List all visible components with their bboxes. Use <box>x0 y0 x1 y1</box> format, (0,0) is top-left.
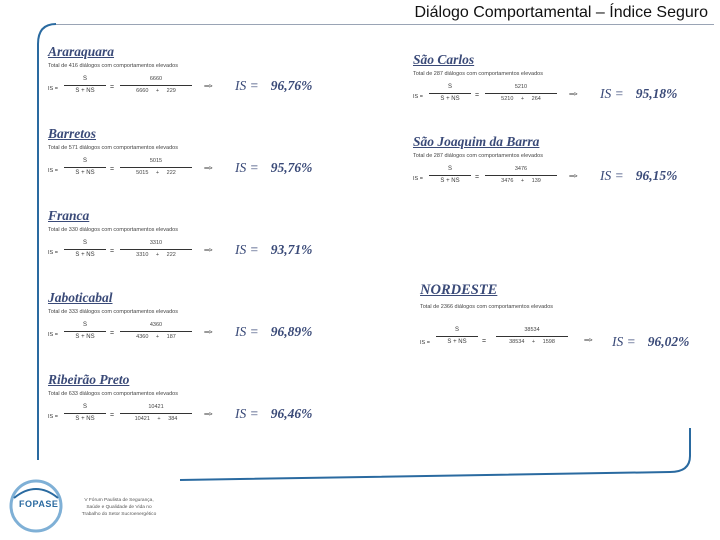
arrow-icon: ==> <box>204 84 212 90</box>
s-value: 4360 <box>149 322 163 328</box>
is-prefix: IS = <box>600 168 624 183</box>
arrow-icon: ==> <box>569 174 577 180</box>
s-value-den: 10421 <box>134 416 150 422</box>
is-prefix: IS = <box>235 324 259 339</box>
city-block-ribeirao-preto <box>48 372 348 434</box>
is-prefix: IS = <box>235 78 259 93</box>
formula-numerator: S <box>447 166 452 172</box>
ns-value: 139 <box>531 178 541 184</box>
is-result <box>600 86 677 102</box>
s-value: 3310 <box>149 240 163 246</box>
is-result <box>235 406 312 422</box>
city-block-araraquara <box>48 44 348 106</box>
ns-value: 229 <box>166 88 176 94</box>
s-value: 5210 <box>514 84 528 90</box>
formula-fraction <box>64 321 106 342</box>
fraction-bar <box>64 167 106 168</box>
is-percentage: 96,02% <box>647 334 690 349</box>
is-prefix: IS = <box>612 334 636 349</box>
formula-numerator: S <box>82 240 87 246</box>
formula-numerator: S <box>82 158 87 164</box>
formula-numerator: S <box>82 404 87 410</box>
formula-numerator: S <box>454 327 459 333</box>
arrow-icon: ==> <box>569 92 577 98</box>
ns-value: 222 <box>166 170 176 176</box>
s-plus-ns-values: 38534 + 1598 <box>509 339 555 345</box>
city-description: Total de 287 diálogos com comportamentos elevados <box>413 153 543 159</box>
formula-numerator: S <box>82 76 87 82</box>
fraction-bar <box>64 413 106 414</box>
is-prefix: IS = <box>600 86 624 101</box>
is-result <box>235 242 312 258</box>
fraction-bar <box>64 85 106 86</box>
arrow-icon: ==> <box>204 412 212 418</box>
formula-fraction <box>64 75 106 96</box>
city-block-sao-carlos <box>413 52 713 114</box>
arrow-icon: ==> <box>204 166 212 172</box>
is-percentage: 96,15% <box>635 168 678 183</box>
equals-sign: = <box>110 412 115 419</box>
city-block-sao-joaquim-da-barra <box>413 134 713 196</box>
formula-denominator: S + NS <box>440 178 460 184</box>
formula-fraction <box>429 165 471 186</box>
fraction-bar <box>120 249 192 250</box>
city-description: Total de 330 diálogos com comportamentos elevados <box>48 227 178 233</box>
s-value: 5015 <box>149 158 163 164</box>
value-fraction <box>120 321 192 342</box>
fraction-bar <box>64 331 106 332</box>
fraction-bar <box>120 413 192 414</box>
logo-text: FOPASE <box>19 499 59 509</box>
fraction-bar <box>64 249 106 250</box>
s-value: 3476 <box>514 166 528 172</box>
fraction-bar <box>120 167 192 168</box>
region-name: NORDESTE <box>420 282 498 298</box>
arrow-icon: ==> <box>204 330 212 336</box>
fraction-bar <box>485 93 557 94</box>
city-description: Total de 333 diálogos com comportamentos elevados <box>48 309 178 315</box>
is-result <box>235 324 312 340</box>
is-result <box>612 334 689 350</box>
value-fraction <box>120 157 192 178</box>
city-block-jaboticabal <box>48 290 348 352</box>
is-percentage: 96,89% <box>270 324 313 339</box>
is-prefix: IS = <box>235 160 259 175</box>
s-value: 10421 <box>148 404 164 410</box>
fraction-bar <box>436 336 478 337</box>
value-fraction <box>485 83 557 104</box>
is-percentage: 96,76% <box>270 78 313 93</box>
equals-sign: = <box>475 92 480 99</box>
formula-numerator: S <box>447 84 452 90</box>
s-value-den: 5015 <box>136 170 149 176</box>
footer-line: V Fórum Paulista de Segurança, <box>84 498 154 503</box>
equals-sign: = <box>110 84 115 91</box>
footer-line: Trabalho do Setor Sucroenergético <box>81 512 157 517</box>
city-description: Total de 633 diálogos com comportamentos elevados <box>48 391 178 397</box>
s-plus-ns-values: 4360 + 187 <box>136 334 176 340</box>
region-block-nordeste <box>420 282 710 349</box>
formula-fraction <box>436 326 478 347</box>
value-fraction <box>120 239 192 260</box>
fraction-bar <box>496 336 568 337</box>
city-name: São Carlos <box>413 52 475 67</box>
formula-denominator: S + NS <box>75 88 95 94</box>
city-name: Araraquara <box>48 44 115 59</box>
s-value-den: 6660 <box>136 88 149 94</box>
city-name: São Joaquim da Barra <box>413 134 540 149</box>
is-percentage: 95,18% <box>635 86 678 101</box>
city-name: Franca <box>48 208 90 223</box>
s-plus-ns-values: 6660 + 229 <box>136 88 176 94</box>
is-label: IS = <box>420 340 430 346</box>
formula-denominator: S + NS <box>75 252 95 258</box>
city-block-franca <box>48 208 348 270</box>
s-value: 6660 <box>149 76 163 82</box>
is-result <box>235 160 312 176</box>
formula-denominator: S + NS <box>447 339 467 345</box>
s-plus-ns-values: 10421 + 384 <box>134 416 178 422</box>
city-description: Total de 416 diálogos com comportamentos elevados <box>48 63 178 69</box>
s-value: 38534 <box>524 327 540 333</box>
fraction-bar <box>120 331 192 332</box>
city-name: Ribeirão Preto <box>48 372 130 387</box>
ns-value: 1598 <box>542 339 555 345</box>
is-label: IS = <box>413 176 423 182</box>
page-title: Diálogo Comportamental – Índice Seguro <box>414 4 708 21</box>
city-description: Total de 287 diálogos com comportamentos elevados <box>413 71 543 77</box>
city-description: Total de 571 diálogos com comportamentos elevados <box>48 145 178 151</box>
city-name: Jaboticabal <box>48 290 113 305</box>
s-value-den: 5210 <box>501 96 514 102</box>
formula-denominator: S + NS <box>75 334 95 340</box>
is-label: IS = <box>48 86 58 92</box>
footer-text <box>80 497 158 518</box>
is-result <box>235 78 312 94</box>
s-plus-ns-values: 3310 + 222 <box>136 252 176 258</box>
equals-sign: = <box>110 330 115 337</box>
city-name: Barretos <box>48 126 97 141</box>
formula-numerator: S <box>82 322 87 328</box>
equals-sign: = <box>482 338 487 345</box>
city-block-barretos <box>48 126 348 188</box>
value-fraction <box>496 326 568 347</box>
is-percentage: 95,76% <box>270 160 313 175</box>
formula-fraction <box>64 157 106 178</box>
fraction-bar <box>120 85 192 86</box>
s-plus-ns-values: 5210 + 264 <box>501 96 541 102</box>
equals-sign: = <box>110 248 115 255</box>
formula-fraction <box>429 83 471 104</box>
arrow-icon: ==> <box>204 248 212 254</box>
s-value-den: 3310 <box>136 252 149 258</box>
value-fraction <box>120 403 192 424</box>
equals-sign: = <box>475 174 480 181</box>
is-label: IS = <box>413 94 423 100</box>
ns-value: 222 <box>166 252 176 258</box>
s-plus-ns-values: 5015 + 222 <box>136 170 176 176</box>
value-fraction <box>120 75 192 96</box>
s-value-den: 4360 <box>136 334 149 340</box>
ns-value: 264 <box>531 96 541 102</box>
fraction-bar <box>485 175 557 176</box>
s-value-den: 38534 <box>509 339 525 345</box>
region-description: Total de 2366 diálogos com comportamentos elevados <box>420 304 553 310</box>
fraction-bar <box>429 93 471 94</box>
is-prefix: IS = <box>235 406 259 421</box>
is-percentage: 93,71% <box>270 242 313 257</box>
s-value-den: 3476 <box>501 178 514 184</box>
arrow-icon: ==> <box>584 338 592 344</box>
is-label: IS = <box>48 414 58 420</box>
ns-value: 187 <box>166 334 176 340</box>
equals-sign: = <box>110 166 115 173</box>
footer-line: Saúde e Qualidade de Vida no <box>86 505 152 510</box>
is-prefix: IS = <box>235 242 259 257</box>
value-fraction <box>485 165 557 186</box>
is-label: IS = <box>48 168 58 174</box>
is-label: IS = <box>48 332 58 338</box>
formula-denominator: S + NS <box>75 170 95 176</box>
is-percentage: 96,46% <box>270 406 313 421</box>
formula-denominator: S + NS <box>75 416 95 422</box>
s-plus-ns-values: 3476 + 139 <box>501 178 541 184</box>
fraction-bar <box>429 175 471 176</box>
formula-denominator: S + NS <box>440 96 460 102</box>
is-label: IS = <box>48 250 58 256</box>
formula-fraction <box>64 403 106 424</box>
ns-value: 384 <box>168 416 178 422</box>
formula-fraction <box>64 239 106 260</box>
is-result <box>600 168 677 184</box>
